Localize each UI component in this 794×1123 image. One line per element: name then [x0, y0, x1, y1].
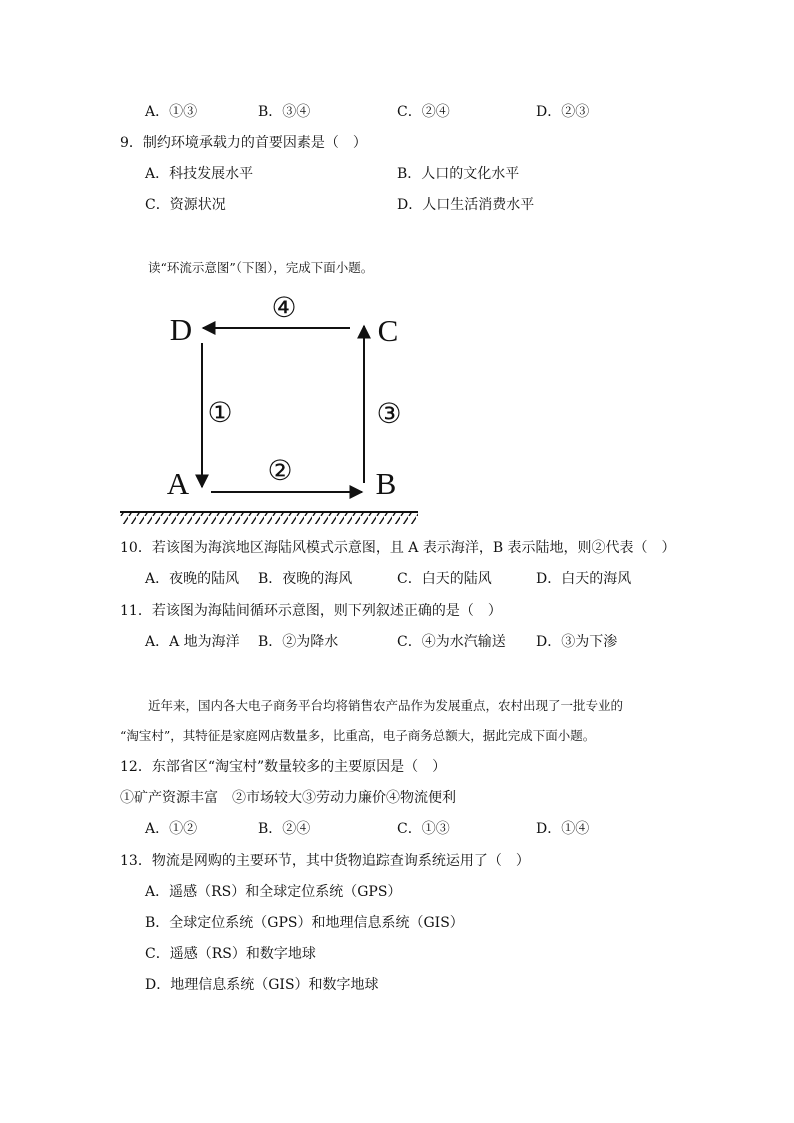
q13-stem: 13．物流是网购的主要环节，其中货物追踪查询系统运用了（ ）: [120, 853, 530, 869]
ground-hatch: [120, 513, 418, 524]
arrow-1-label: ①: [207, 396, 233, 429]
passage-taobao-line2: “淘宝村”，其特征是家庭网店数量多，比重高，电子商务总额大，据此完成下面小题。: [120, 728, 596, 743]
q13-option-a: A．遥感（RS）和全球定位系统（GPS）: [145, 884, 402, 900]
passage-figure-intro: 读“环流示意图”（下图），完成下面小题。: [148, 260, 374, 275]
q10-option-c: C．白天的陆风: [397, 571, 492, 587]
q9-option-c: C．资源状况: [145, 197, 226, 213]
q10-stem: 10．若该图为海滨地区海陆风模式示意图，且 A 表示海洋，B 表示陆地，则②代表（ ）: [120, 540, 676, 556]
q12-option-d: D．①④: [536, 821, 590, 837]
q10-option-a: A．夜晚的陆风: [145, 571, 240, 587]
arrow-3-label: ③: [376, 397, 402, 430]
q9-option-a: A．科技发展水平: [145, 166, 254, 182]
q11-option-c: C．④为水汽输送: [397, 634, 506, 650]
q13-option-b: B．全球定位系统（GPS）和地理信息系统（GIS）: [145, 915, 464, 931]
q10-option-d: D．白天的海风: [536, 571, 632, 587]
q9-option-d: D．人口生活消费水平: [397, 197, 535, 213]
q12-items: ①矿产资源丰富 ②市场较大③劳动力廉价④物流便利: [120, 790, 456, 806]
q11-stem: 11．若该图为海陆间循环示意图，则下列叙述正确的是（ ）: [120, 603, 502, 619]
q12-stem: 12．东部省区“淘宝村”数量较多的主要原因是（ ）: [120, 759, 447, 775]
label-c: C: [377, 313, 399, 348]
q13-option-d: D．地理信息系统（GIS）和数字地球: [145, 977, 379, 993]
q12-option-c: C．①③: [397, 821, 450, 837]
q11-option-b: B．②为降水: [258, 634, 339, 650]
q9-stem: 9．制约环境承载力的首要因素是（ ）: [120, 135, 367, 151]
q8-option-a: A．①③: [145, 104, 198, 120]
q11-option-a: A．A 地为海洋: [145, 634, 240, 650]
q12-option-b: B．②④: [258, 821, 311, 837]
q12-option-a: A．①②: [145, 821, 198, 837]
arrow-4-label: ④: [271, 291, 297, 324]
q8-option-b: B．③④: [258, 104, 311, 120]
q8-option-c: C．②④: [397, 104, 450, 120]
q11-option-d: D．③为下渗: [536, 634, 618, 650]
label-a: A: [166, 466, 190, 501]
q8-option-d: D．②③: [536, 104, 590, 120]
q13-option-c: C．遥感（RS）和数字地球: [145, 946, 316, 962]
q9-option-b: B．人口的文化水平: [397, 166, 520, 182]
q10-option-b: B．夜晚的海风: [258, 571, 353, 587]
label-d: D: [169, 312, 193, 347]
label-b: B: [375, 466, 397, 501]
arrow-2-label: ②: [267, 454, 293, 487]
passage-taobao-line1: 近年来，国内各大电子商务平台均将销售农产品作为发展重点，农村出现了一批专业的: [148, 698, 624, 713]
